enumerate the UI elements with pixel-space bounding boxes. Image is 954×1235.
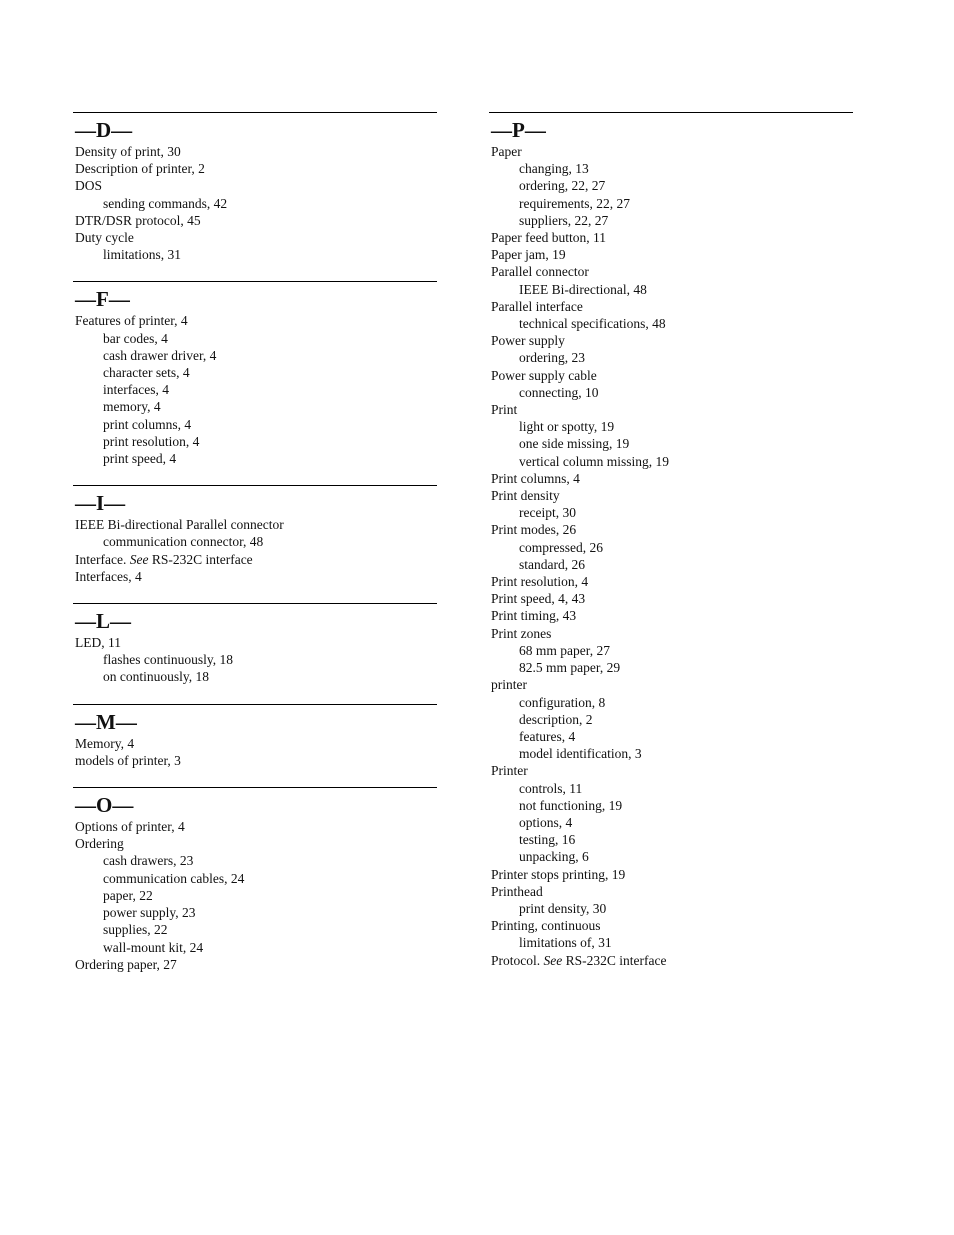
entry-text: Interface. — [75, 551, 130, 567]
index-subentry: character sets, 4 — [103, 365, 190, 381]
index-subentry: interfaces, 4 — [103, 382, 169, 398]
index-section — [73, 787, 437, 973]
index-subentry: ordering, 23 — [519, 350, 585, 366]
index-entry: Paper — [491, 144, 522, 159]
index-subentry: vertical column missing, 19 — [519, 453, 669, 469]
index-subentry: technical specifications, 48 — [519, 316, 666, 332]
index-subentry: sending commands, 42 — [103, 195, 228, 211]
section-letter-heading: —O— — [75, 793, 134, 818]
see-target: RS-232C interface — [562, 952, 667, 968]
index-entry: Printhead — [491, 883, 543, 899]
index-subentry: print speed, 4 — [103, 451, 177, 467]
index-subentry: paper, 22 — [103, 887, 153, 903]
index-entry: Power supply — [491, 333, 565, 349]
index-subentry: configuration, 8 — [519, 694, 606, 710]
index-entry: printer — [491, 677, 527, 693]
index-entry: Paper jam, 19 — [491, 247, 566, 263]
index-subentry: not functioning, 19 — [519, 797, 623, 813]
index-subentry: connecting, 10 — [519, 384, 599, 400]
index-subentry: limitations of, 31 — [519, 935, 612, 951]
index-subentry: controls, 11 — [519, 780, 583, 796]
index-entry: Print columns, 4 — [491, 470, 580, 486]
index-entry: Print timing, 43 — [491, 608, 577, 624]
index-entry: Print zones — [491, 625, 552, 641]
index-subentry: print columns, 4 — [103, 416, 192, 432]
index-entry — [75, 551, 437, 568]
index-entry: Parallel connector — [491, 264, 589, 280]
index-entry: Parallel interface — [491, 298, 583, 314]
index-subentry: features, 4 — [519, 728, 576, 744]
index-section — [73, 112, 437, 263]
index-entry: Print — [491, 402, 518, 418]
index-entry: Ordering paper, 27 — [75, 956, 177, 972]
index-entry: Printer stops printing, 19 — [491, 866, 626, 882]
index-subentry: power supply, 23 — [103, 905, 196, 921]
index-entry: Ordering — [75, 836, 124, 852]
index-entry: Printer — [491, 763, 528, 779]
index-entry: Print resolution, 4 — [491, 574, 589, 590]
index-subentry: print density, 30 — [519, 900, 607, 916]
index-entry: DOS — [75, 178, 103, 194]
index-section — [73, 281, 437, 467]
index-subentry: bar codes, 4 — [103, 330, 168, 346]
index-subentry: limitations, 31 — [103, 247, 182, 263]
index-entry: DTR/DSR protocol, 45 — [75, 212, 201, 228]
section-letter-heading: —F— — [75, 287, 130, 312]
index-entry: Density of print, 30 — [75, 144, 181, 159]
index-entry: Duty cycle — [75, 230, 134, 246]
index-subentry: 82.5 mm paper, 29 — [519, 660, 621, 676]
index-subentry: compressed, 26 — [519, 539, 603, 555]
index-subentry: cash drawers, 23 — [103, 853, 194, 869]
index-entry: Description of printer, 2 — [75, 161, 205, 177]
index-entry: IEEE Bi-directional Parallel connector — [75, 517, 284, 533]
index-subentry: on continuously, 18 — [103, 669, 209, 685]
index-subentry: print resolution, 4 — [103, 433, 200, 449]
index-entry: Paper feed button, 11 — [491, 230, 606, 246]
index-subentry: flashes continuously, 18 — [103, 652, 233, 668]
section-letter-heading: —M— — [75, 709, 137, 734]
index-subentry: testing, 16 — [519, 832, 576, 848]
index-column-left — [73, 112, 437, 973]
see-reference: See — [543, 952, 563, 968]
index-entry: Power supply cable — [491, 367, 597, 383]
index-subentry: description, 2 — [519, 711, 593, 727]
index-entry — [491, 952, 853, 969]
index-entry: Interfaces, 4 — [75, 568, 142, 584]
index-entry: models of printer, 3 — [75, 752, 181, 768]
index-subentry: changing, 13 — [519, 161, 589, 177]
index-column-right — [489, 112, 853, 969]
index-subentry: communication connector, 48 — [103, 534, 264, 550]
index-entry: Features of printer, 4 — [75, 313, 188, 329]
section-letter-heading: —L— — [75, 609, 132, 634]
index-entry: Memory, 4 — [75, 735, 135, 751]
see-reference: See — [129, 551, 149, 567]
index-subentry: requirements, 22, 27 — [519, 195, 630, 211]
index-subentry: memory, 4 — [103, 399, 161, 415]
index-subentry: light or spotty, 19 — [519, 419, 615, 435]
section-letter-heading: —I— — [75, 491, 126, 516]
index-subentry: wall-mount kit, 24 — [103, 939, 204, 955]
index-entry: Print modes, 26 — [491, 522, 577, 538]
index-section — [73, 704, 437, 769]
index-section — [489, 112, 853, 969]
entry-text: Protocol. — [491, 952, 544, 968]
index-subentry: unpacking, 6 — [519, 849, 589, 865]
index-entry: LED, 11 — [75, 635, 121, 651]
section-letter-heading: —P— — [491, 118, 546, 142]
section-letter-heading: —D— — [75, 118, 133, 142]
index-subentry: suppliers, 22, 27 — [519, 212, 609, 228]
index-entry: Print density — [491, 488, 560, 504]
index-entry: Printing, continuous — [491, 918, 601, 934]
index-subentry: model identification, 3 — [519, 746, 642, 762]
see-target: RS-232C interface — [148, 551, 253, 567]
index-entry: Print speed, 4, 43 — [491, 591, 586, 607]
index-section — [73, 485, 437, 585]
index-subentry: supplies, 22 — [103, 922, 168, 938]
index-subentry: one side missing, 19 — [519, 436, 630, 452]
index-subentry: ordering, 22, 27 — [519, 178, 606, 194]
index-subentry: IEEE Bi-directional, 48 — [519, 281, 647, 297]
index-entry: Options of printer, 4 — [75, 819, 185, 835]
index-subentry: cash drawer driver, 4 — [103, 347, 217, 363]
index-subentry: standard, 26 — [519, 556, 585, 572]
index-subentry: 68 mm paper, 27 — [519, 642, 610, 658]
index-subentry: options, 4 — [519, 814, 573, 830]
index-subentry: communication cables, 24 — [103, 870, 245, 886]
index-subentry: receipt, 30 — [519, 505, 576, 521]
index-section — [73, 603, 437, 686]
